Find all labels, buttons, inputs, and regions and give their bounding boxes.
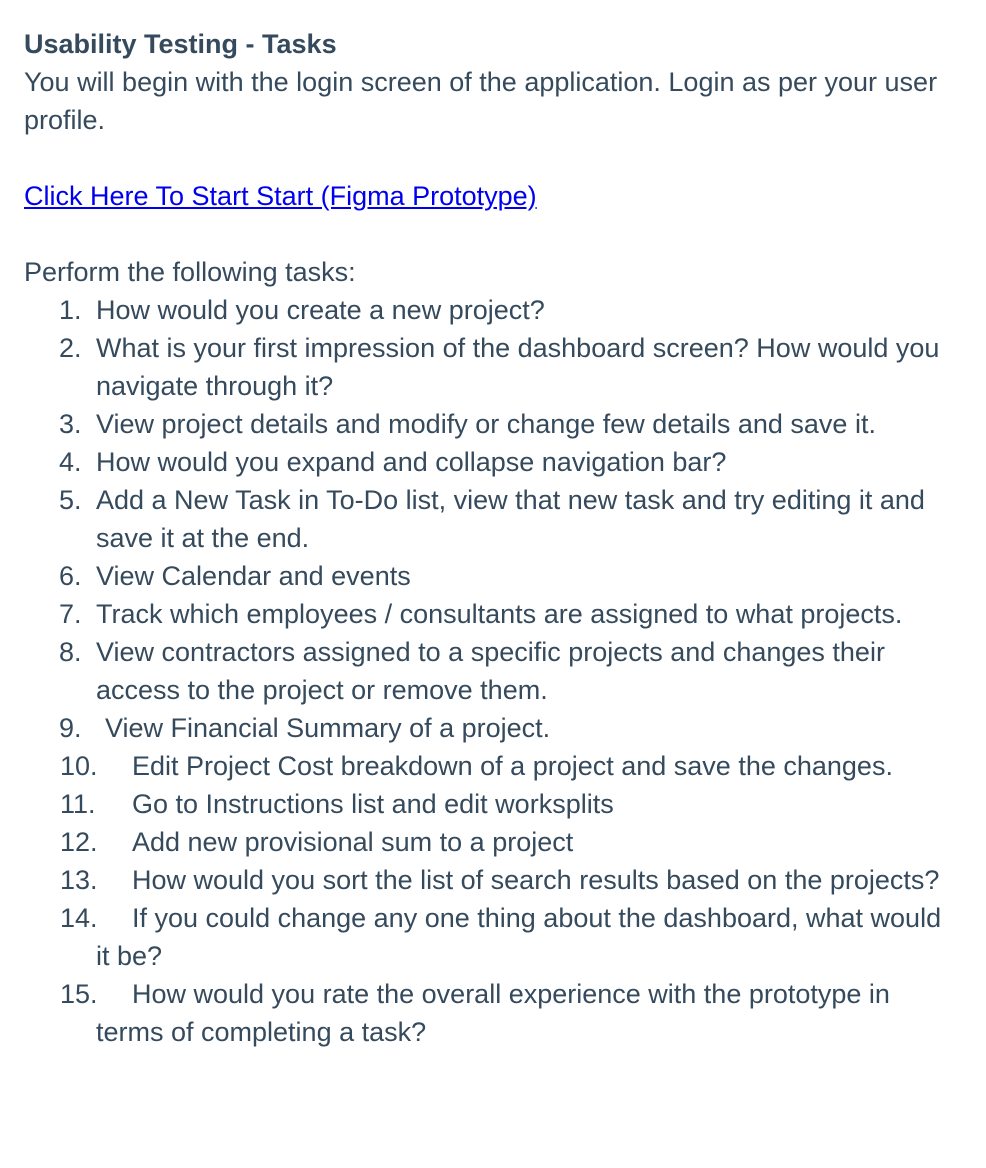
list-item-number: 11. bbox=[60, 789, 96, 819]
list-item bbox=[24, 861, 962, 899]
list-item-text: Track which employees / consultants are assigned to what projects. bbox=[96, 599, 903, 629]
list-item bbox=[24, 291, 962, 329]
list-item-text: View project details and modify or change few details and save it. bbox=[96, 409, 876, 439]
list-item bbox=[24, 557, 962, 595]
list-item bbox=[24, 481, 962, 557]
list-item-number: 7. bbox=[59, 599, 82, 629]
list-item bbox=[24, 329, 962, 405]
list-item-text: If you could change any one thing about the dashboard, what would it be? bbox=[96, 903, 942, 971]
list-item-number: 6. bbox=[59, 561, 82, 591]
list-item-number: 1. bbox=[59, 295, 82, 325]
list-item bbox=[24, 443, 962, 481]
list-item bbox=[24, 633, 962, 709]
list-item-text: Edit Project Cost breakdown of a project and save the changes. bbox=[132, 751, 893, 781]
list-item-number: 10. bbox=[60, 751, 98, 781]
figma-prototype-link[interactable]: Click Here To Start Start (Figma Prototype) bbox=[24, 181, 537, 211]
document-title: Usability Testing - Tasks bbox=[24, 29, 337, 59]
list-item bbox=[24, 899, 962, 975]
list-item-number: 13. bbox=[60, 865, 98, 895]
list-item-text: How would you sort the list of search results based on the projects? bbox=[132, 865, 940, 895]
list-item bbox=[24, 405, 962, 443]
list-item bbox=[24, 975, 962, 1051]
list-item-text: Add new provisional sum to a project bbox=[132, 827, 574, 857]
list-item bbox=[24, 595, 962, 633]
list-item-text: View Financial Summary of a project. bbox=[105, 713, 551, 743]
list-item-number: 3. bbox=[59, 409, 82, 439]
list-item-number: 4. bbox=[59, 447, 82, 477]
list-item-number: 12. bbox=[60, 827, 98, 857]
list-item-text: How would you expand and collapse navigation bar? bbox=[96, 447, 727, 477]
list-item bbox=[24, 709, 962, 747]
tasks-lead-text: Perform the following tasks: bbox=[24, 257, 356, 287]
list-item-number: 8. bbox=[59, 637, 82, 667]
list-item-number: 2. bbox=[59, 333, 82, 363]
list-item bbox=[24, 785, 962, 823]
list-item-text: Go to Instructions list and edit worksplits bbox=[132, 789, 614, 819]
list-item-text: What is your first impression of the dashboard screen? How would you navigate through it? bbox=[96, 333, 940, 401]
list-item-text: How would you rate the overall experience with the prototype in terms of completing a task? bbox=[96, 979, 890, 1047]
list-item-number: 9. bbox=[59, 713, 82, 743]
list-item-text: View contractors assigned to a specific projects and changes their access to the project or remove them. bbox=[96, 637, 885, 705]
spacer bbox=[24, 215, 962, 253]
list-item bbox=[24, 823, 962, 861]
list-item-number: 14. bbox=[60, 903, 98, 933]
task-list bbox=[24, 291, 962, 1051]
list-item-text: Add a New Task in To-Do list, view that new task and try editing it and save it at the end. bbox=[96, 485, 925, 553]
list-item-text: How would you create a new project? bbox=[96, 295, 545, 325]
intro-text: You will begin with the login screen of the application. Login as per your user profile. bbox=[24, 67, 938, 135]
list-item-text: View Calendar and events bbox=[96, 561, 411, 591]
list-item-number: 5. bbox=[59, 485, 82, 515]
list-item bbox=[24, 747, 962, 785]
spacer bbox=[24, 139, 962, 177]
list-item-number: 15. bbox=[60, 979, 98, 1009]
